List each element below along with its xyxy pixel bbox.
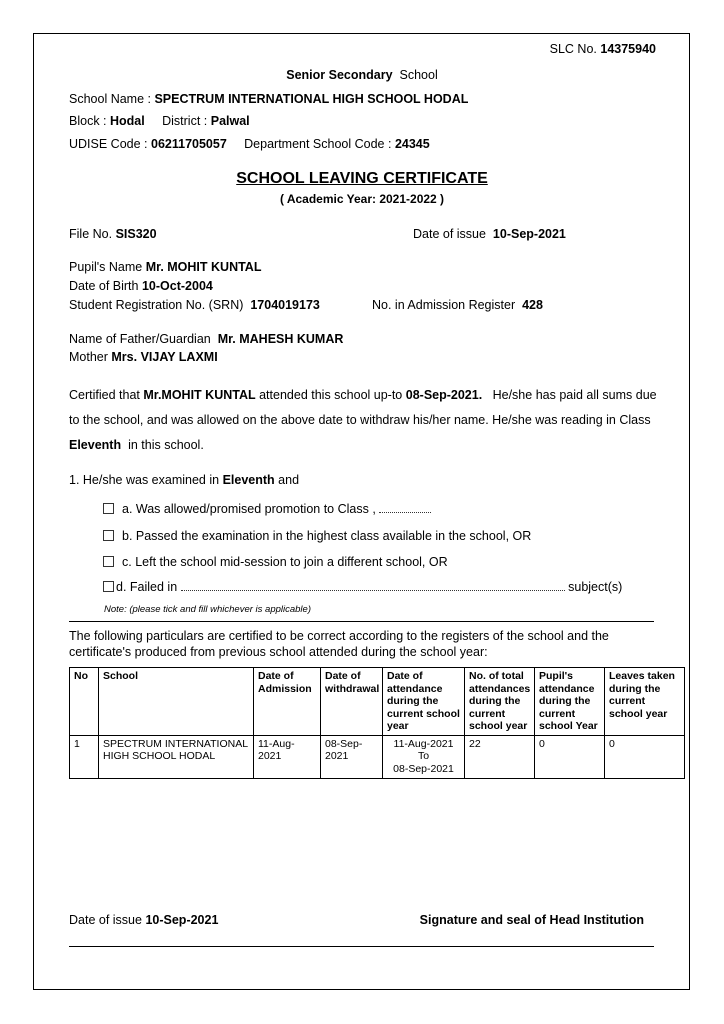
school-name: School Name : SPECTRUM INTERNATIONAL HIGH SCHOOL HODAL [69, 92, 469, 106]
cell-attendance-dates: 11-Aug-2021 To 08-Sep-2021 [383, 735, 465, 778]
udise-code: UDISE Code : 06211705057 Department School Code : 24345 [69, 137, 430, 151]
col-pupil-attendance: Pupil's attendance during the current school Year [535, 668, 605, 736]
file-no: File No. SIS320 [69, 227, 157, 241]
cell-admission: 11-Aug-2021 [254, 735, 321, 778]
examined-line: 1. He/she was examined in Eleventh and [69, 473, 300, 487]
option-d: d. Failed in subject(s) [103, 580, 622, 594]
admission-number: No. in Admission Register 428 [372, 298, 543, 312]
pupil-name: Pupil's Name Mr. MOHIT KUNTAL [69, 260, 262, 274]
mother-name: Mother Mrs. VIJAY LAXMI [69, 350, 218, 364]
col-no: No [70, 668, 99, 736]
certification-paragraph: Certified that Mr.MOHIT KUNTAL attended this school up-to 08-Sep-2021. He/she has paid all sums due to the school, and was allowed on the above date to withdraw his/her name. He/she was reading in Class Eleventh in this school. [69, 388, 657, 452]
fill-line [379, 502, 431, 513]
father-name: Name of Father/Guardian Mr. MAHESH KUMAR [69, 332, 344, 346]
option-b: b. Passed the examination in the highest class available in the school, OR [103, 529, 531, 543]
table-row [70, 735, 685, 778]
col-admission: Date of Admission [254, 668, 321, 736]
col-school: School [99, 668, 254, 736]
checkbox[interactable] [103, 581, 114, 592]
register-table [69, 667, 685, 779]
cell-leaves: 0 [605, 735, 685, 778]
signature-label: Signature and seal of Head Institution [419, 913, 644, 927]
cell-total: 22 [465, 735, 535, 778]
school-type: Senior Secondary School [286, 68, 438, 82]
cell-pupil: 0 [535, 735, 605, 778]
option-a: a. Was allowed/promised promotion to Class , [103, 502, 431, 516]
fill-line [181, 580, 565, 591]
page-title: SCHOOL LEAVING CERTIFICATE [236, 170, 488, 187]
col-leaves: Leaves taken during the current school year [605, 668, 685, 736]
srn: Student Registration No. (SRN) 1704019173 [69, 298, 320, 312]
table-header-row [70, 668, 685, 736]
cell-no: 1 [70, 735, 99, 778]
option-c: c. Left the school mid-session to join a different school, OR [103, 555, 448, 569]
checkbox[interactable] [103, 530, 114, 541]
cell-school: SPECTRUM INTERNATIONAL HIGH SCHOOL HODAL [99, 735, 254, 778]
particulars-text: The following particulars are certified to be correct according to the registers of the school and the certificate's produced from previous school attended during the school year: [69, 629, 609, 659]
academic-year: ( Academic Year: 2021-2022 ) [279, 192, 445, 206]
col-withdrawal: Date of withdrawal [321, 668, 383, 736]
date-of-issue-top: Date of issue 10-Sep-2021 [413, 227, 566, 241]
checkbox[interactable] [103, 556, 114, 567]
divider [69, 621, 654, 622]
footer-divider [69, 946, 654, 947]
col-attendance-dates: Date of attendance during the current school year [383, 668, 465, 736]
footer-date: Date of issue 10-Sep-2021 [69, 913, 219, 927]
block-district: Block : Hodal District : Palwal [69, 114, 250, 128]
note: Note: (please tick and fill whichever is applicable) [104, 604, 311, 615]
checkbox[interactable] [103, 503, 114, 514]
col-total-attendances: No. of total attendances during the current school year [465, 668, 535, 736]
date-of-birth: Date of Birth 10-Oct-2004 [69, 279, 213, 293]
cell-withdrawal: 08-Sep-2021 [321, 735, 383, 778]
slc-number: SLC No. 14375940 [549, 42, 656, 56]
